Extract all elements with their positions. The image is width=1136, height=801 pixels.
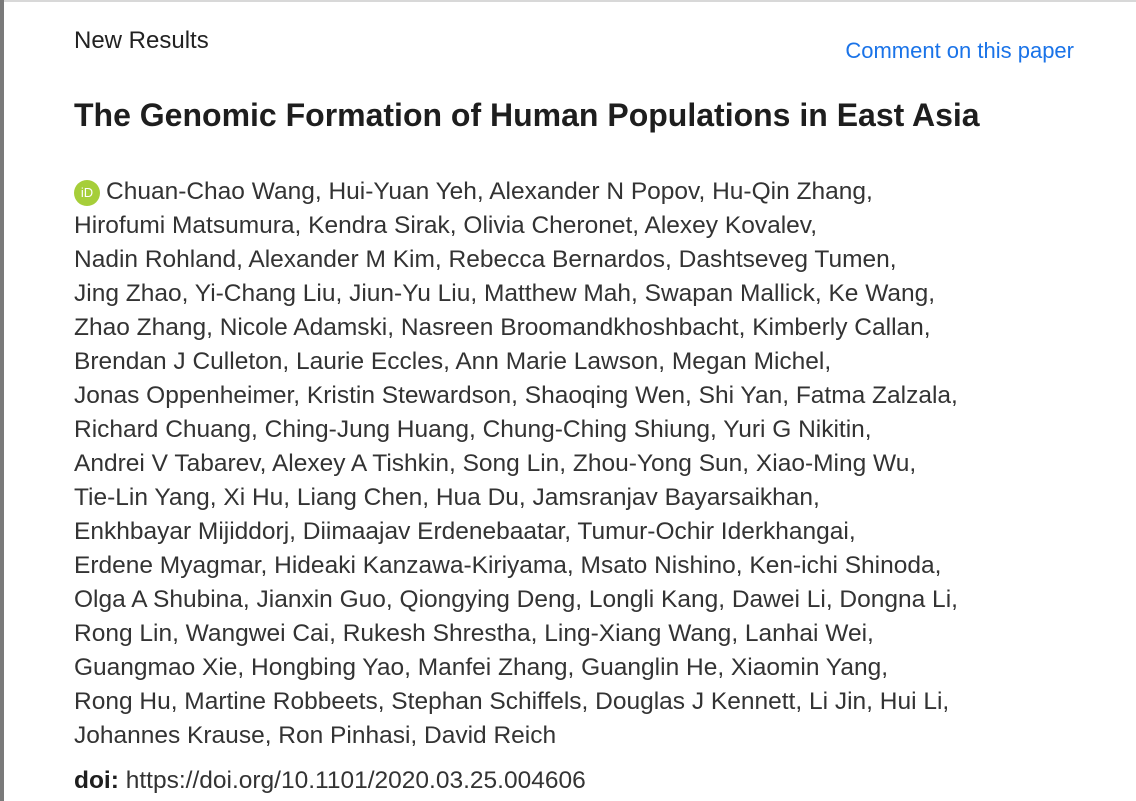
author-line[interactable]: Nadin Rohland, Alexander M Kim, Rebecca Bernardos, Dashtseveg Tumen, [74, 246, 897, 273]
author-line[interactable]: Richard Chuang, Ching-Jung Huang, Chung-Ching Shiung, Yuri G Nikitin, [74, 416, 872, 443]
author-line-text[interactable]: Chuan-Chao Wang, Hui-Yuan Yeh, Alexander N Popov, Hu-Qin Zhang, [106, 178, 873, 205]
author-line[interactable]: Johannes Krause, Ron Pinhasi, David Reich [74, 722, 557, 749]
author-line[interactable]: Guangmao Xie, Hongbing Yao, Manfei Zhang, Guanglin He, Xiaomin Yang, [74, 654, 889, 681]
author-line[interactable]: Hirofumi Matsumura, Kendra Sirak, Olivia Cheronet, Alexey Kovalev, [74, 212, 818, 239]
comment-on-paper-link[interactable]: Comment on this paper [845, 38, 1074, 63]
author-line[interactable]: Erdene Myagmar, Hideaki Kanzawa-Kiriyama, Msato Nishino, Ken-ichi Shinoda, [74, 552, 942, 579]
author-line[interactable]: Zhao Zhang, Nicole Adamski, Nasreen Broomandkhoshbacht, Kimberly Callan, [74, 314, 931, 341]
author-line [74, 175, 1084, 209]
author-line[interactable]: Jonas Oppenheimer, Kristin Stewardson, Shaoqing Wen, Shi Yan, Fatma Zalzala, [74, 382, 958, 409]
author-list [74, 175, 1084, 753]
author-line[interactable]: Jing Zhao, Yi-Chang Liu, Jiun-Yu Liu, Matthew Mah, Swapan Mallick, Ke Wang, [74, 280, 936, 307]
author-line[interactable]: Rong Lin, Wangwei Cai, Rukesh Shrestha, Ling-Xiang Wang, Lanhai Wei, [74, 620, 874, 647]
orcid-icon[interactable]: iD [74, 180, 100, 206]
author-line[interactable]: Andrei V Tabarev, Alexey A Tishkin, Song Lin, Zhou-Yong Sun, Xiao-Ming Wu, [74, 450, 917, 477]
author-line[interactable]: Rong Hu, Martine Robbeets, Stephan Schiffels, Douglas J Kennett, Li Jin, Hui Li, [74, 688, 950, 715]
article-status: New Results [74, 27, 209, 54]
author-line[interactable]: Enkhbayar Mijiddorj, Diimaajav Erdenebaatar, Tumur-Ochir Iderkhangai, [74, 518, 856, 545]
author-line[interactable]: Brendan J Culleton, Laurie Eccles, Ann Marie Lawson, Megan Michel, [74, 348, 832, 375]
window-left-edge [0, 0, 4, 801]
author-line[interactable]: Olga A Shubina, Jianxin Guo, Qiongying Deng, Longli Kang, Dawei Li, Dongna Li, [74, 586, 958, 613]
doi-row [74, 765, 586, 797]
doi-link[interactable]: https://doi.org/10.1101/2020.03.25.004606 [125, 767, 586, 794]
author-line[interactable]: Tie-Lin Yang, Xi Hu, Liang Chen, Hua Du, Jamsranjav Bayarsaikhan, [74, 484, 820, 511]
top-divider [0, 0, 1136, 2]
doi-label: doi: [74, 767, 119, 794]
paper-title: The Genomic Formation of Human Populations in East Asia [74, 97, 980, 133]
